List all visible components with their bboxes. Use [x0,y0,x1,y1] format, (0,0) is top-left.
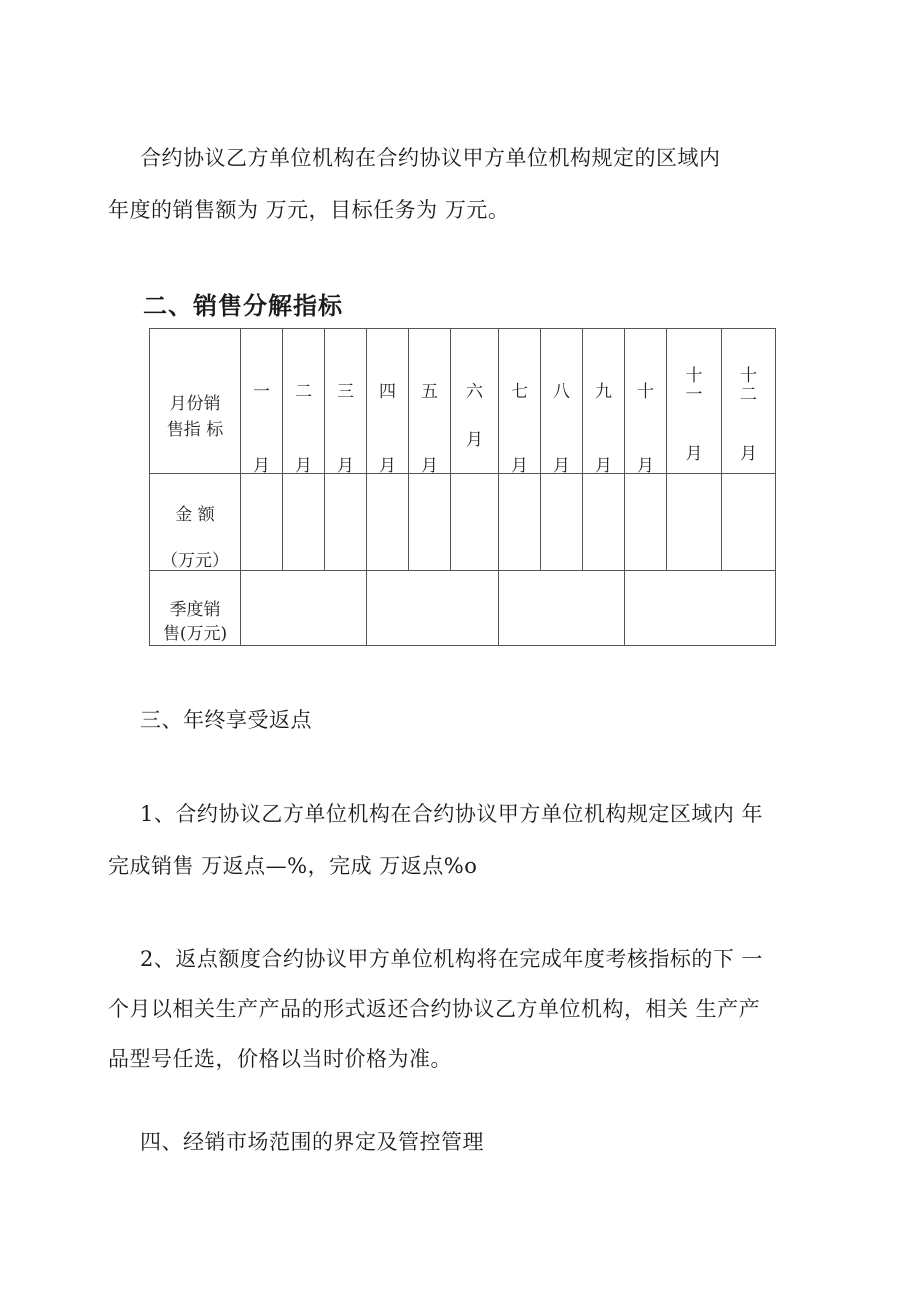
sales-breakdown-table [149,328,776,646]
month-cell-11 [667,329,722,474]
amount-cell [625,474,667,571]
month-suffix: 月 [685,444,703,464]
section3-title: 三、年终享受返点 [140,708,312,732]
month-number: 十 [637,382,654,402]
amount-cell [367,474,409,571]
month-cell-7 [499,329,541,474]
amount-cell [667,474,722,571]
month-suffix: 月 [379,456,396,476]
amount-label-line1: 金 额 [175,505,215,525]
quarter-cell-q2 [367,571,499,646]
month-number: 五 [421,382,438,402]
amount-cell [325,474,367,571]
amount-cell [283,474,325,571]
month-cell-9 [583,329,625,474]
month-number: 九 [595,382,612,402]
section3-item2-line2: 个月以相关生产产品的形式返还合约协议乙方单位机构，相关 生产产 [108,997,761,1021]
month-suffix: 月 [253,456,270,476]
month-cell-3 [325,329,367,474]
amount-cell [722,474,776,571]
paragraph1-line2: 年度的销售额为 万元，目标任务为 万元。 [108,198,510,222]
month-suffix: 月 [511,456,528,476]
month-cell-1 [241,329,283,474]
month-cell-10 [625,329,667,474]
month-number: 二 [295,382,312,402]
month-number: 七 [511,382,528,402]
section3-item2-line1: 2、返点额度合约协议甲方单位机构将在完成年度考核指标的下 一 [140,947,764,971]
month-number: 八 [553,382,570,402]
month-cell-5 [409,329,451,474]
amount-cell [541,474,583,571]
section3-item1-line1: 1、合约协议乙方单位机构在合约协议甲方单位机构规定区域内 年 [140,802,764,826]
month-suffix: 月 [466,430,483,450]
amount-cell [499,474,541,571]
section3-item2-line3: 品型号任选，价格以当时价格为准。 [108,1047,452,1071]
month-cell-2 [283,329,325,474]
month-suffix: 月 [421,456,438,476]
month-suffix: 月 [637,456,654,476]
month-header-label-line1: 月份销 [169,394,221,414]
month-number: 十二 [740,366,757,405]
paragraph1-line1: 合约协议乙方单位机构在合约协议甲方单位机构规定的区域内 [140,146,721,170]
quarter-row [150,571,776,646]
month-cell-8 [541,329,583,474]
amount-cell [451,474,499,571]
quarter-label-line2: 售(万元) [162,624,228,644]
month-number: 一 [253,382,270,402]
amount-cell [241,474,283,571]
quarter-cell-q3 [499,571,625,646]
month-cell-4 [367,329,409,474]
month-suffix: 月 [740,444,757,464]
month-cell-6 [451,329,499,474]
month-number: 六 [466,382,483,402]
month-cell-12 [722,329,776,474]
month-header-row [150,329,776,474]
section4-title: 四、经销市场范围的界定及管控管理 [140,1130,484,1154]
month-suffix: 月 [553,456,570,476]
amount-row [150,474,776,571]
month-suffix: 月 [595,456,612,476]
quarter-cell-q4 [625,571,776,646]
quarter-cell-q1 [241,571,367,646]
month-header-label-line2: 售指 标 [166,420,224,440]
month-suffix: 月 [337,456,354,476]
amount-label [150,474,241,571]
amount-label-line2: （万元） [161,551,229,571]
quarter-label [150,571,241,646]
quarter-label-line1: 季度销 [169,600,221,620]
month-number: 三 [337,382,354,402]
amount-cell [409,474,451,571]
month-number: 十一 [685,366,703,405]
amount-cell [583,474,625,571]
month-number: 四 [379,382,396,402]
month-header-label [150,329,241,474]
month-suffix: 月 [295,456,312,476]
section2-title: 二、销售分解指标 [143,292,343,320]
section3-item1-line2: 完成销售 万返点—%，完成 万返点%o [108,854,478,878]
